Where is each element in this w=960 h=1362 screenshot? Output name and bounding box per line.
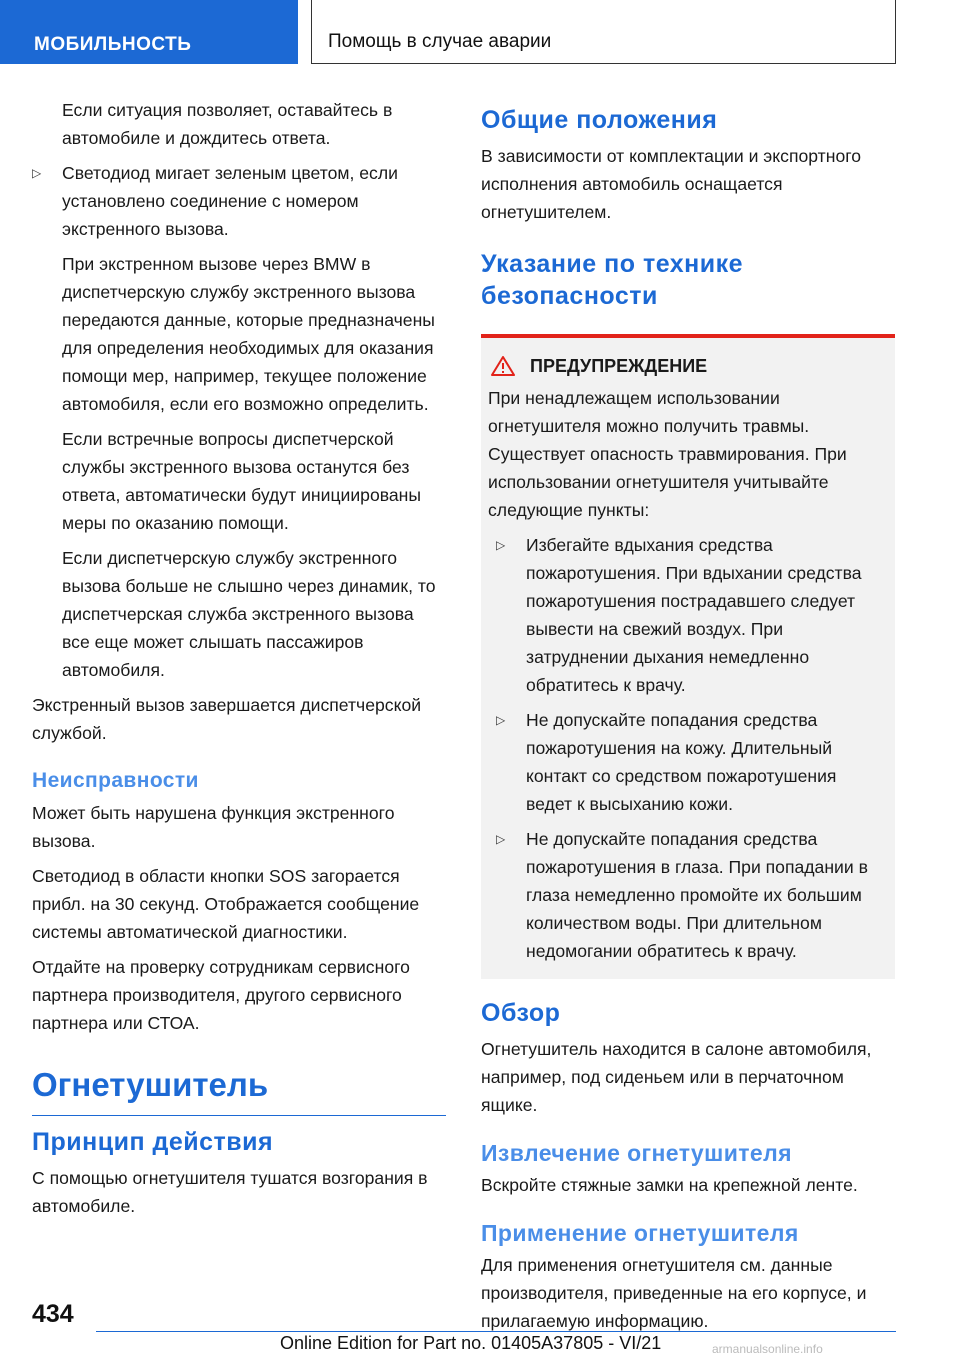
list-item-text: Не допускайте попадания средства пожаротушения в глаза. При попадании в глаза немедленно промойте их большим количеством воды. При длительном недомогании обратитесь к врачу. bbox=[526, 829, 868, 961]
list-item bbox=[496, 531, 885, 699]
right-column bbox=[481, 96, 895, 1342]
paragraph: Может быть нарушена функция экстренного вызова. bbox=[32, 803, 395, 851]
section-tab: МОБИЛЬНОСТЬ bbox=[0, 0, 298, 64]
heading-malfunctions: Неисправности bbox=[32, 769, 199, 792]
list-item-text: Не допускайте попадания средства пожаротушения на кожу. Длительный контакт со средством пожаротушения ведет к высыханию кожи. bbox=[526, 710, 837, 814]
triangle-bullet-icon: ▷ bbox=[496, 538, 506, 552]
heading-overview: Обзор bbox=[481, 999, 561, 1027]
list-item-text: Избегайте вдыхания средства пожаротушения. При вдыхании средства пожаротушения пострадавшего следует вывести на свежий воздух. При затруднении дыхания немедленно обратитесь к врачу. bbox=[526, 535, 862, 695]
paragraph: Отдайте на проверку сотрудникам сервисного партнера производителя, другого сервисного партнера или СТОА. bbox=[32, 957, 410, 1033]
heading-use: Применение огнетушителя bbox=[481, 1220, 799, 1246]
paragraph: Если диспетчерскую службу экстренного вызова больше не слышно через динамик, то диспетчерская служба экстренного вызова все еще может слышать пассажиров автомобиля. bbox=[62, 548, 436, 680]
watermark: armanualsonline.info bbox=[712, 1342, 823, 1356]
list-item bbox=[32, 159, 446, 243]
warning-triangle-icon bbox=[490, 355, 516, 377]
list-item bbox=[496, 706, 885, 818]
triangle-bullet-icon: ▷ bbox=[496, 713, 506, 727]
paragraph: Если встречные вопросы диспетчерской службы экстренного вызова останутся без ответа, автоматически будут инициированы меры по оказанию помощи. bbox=[62, 429, 422, 533]
triangle-bullet-icon: ▷ bbox=[496, 832, 506, 846]
heading-principle: Принцип действия bbox=[32, 1128, 274, 1156]
edition-text: Online Edition for Part no. 01405A37805 - VI/21 bbox=[280, 1333, 662, 1353]
warning-text: При ненадлежащем использовании огнетушителя можно получить травмы. Существует опасность травмирования. При использовании огнетушителя учитывайте следующие пункты: bbox=[488, 388, 847, 520]
list-item bbox=[496, 825, 885, 965]
warning-title: ПРЕДУПРЕЖДЕНИЕ bbox=[530, 356, 708, 376]
warning-box bbox=[481, 334, 895, 979]
paragraph: Если ситуация позволяет, оставайтесь в автомобиле и дождитесь ответа. bbox=[62, 100, 393, 148]
paragraph: В зависимости от комплектации и экспортного исполнения автомобиль оснащается огнетушителем. bbox=[481, 146, 862, 222]
triangle-bullet-icon: ▷ bbox=[32, 166, 42, 180]
paragraph: Огнетушитель находится в салоне автомобиля, например, под сиденьем или в перчаточном ящике. bbox=[481, 1039, 872, 1115]
heading-removal: Извлечение огнетушителя bbox=[481, 1140, 792, 1166]
chapter-title: Помощь в случае аварии bbox=[311, 0, 896, 64]
paragraph: Для применения огнетушителя см. данные производителя, приведенные на его корпусе, и прилагаемую информацию. bbox=[481, 1255, 867, 1331]
paragraph: При экстренном вызове через BMW в диспетчерскую службу экстренного вызова передаются данные, которые предназначены для определения необходимых для оказания помощи мер, например, текущее положение автомобиля, если его возможно определить. bbox=[62, 254, 435, 414]
paragraph: Экстренный вызов завершается диспетчерской службой. bbox=[32, 695, 422, 743]
heading-extinguisher: Огнетушитель bbox=[32, 1065, 446, 1116]
paragraph: С помощью огнетушителя тушатся возгорания в автомобиле. bbox=[32, 1168, 428, 1216]
paragraph: Вскройте стяжные замки на крепежной ленте. bbox=[481, 1175, 858, 1195]
list-item-text: Светодиод мигает зеленым цветом, если установлено соединение с номером экстренного вызова. bbox=[62, 163, 398, 239]
heading-safety: Указание по технике безопасности bbox=[481, 250, 744, 310]
paragraph: Светодиод в области кнопки SOS загорается прибл. на 30 секунд. Отображается сообщение системы автоматической диагностики. bbox=[32, 866, 420, 942]
heading-general: Общие положения bbox=[481, 106, 718, 134]
left-column bbox=[32, 96, 446, 1227]
page-number: 434 bbox=[32, 1300, 74, 1328]
footer-divider bbox=[96, 1331, 896, 1332]
warning-header bbox=[488, 352, 885, 380]
